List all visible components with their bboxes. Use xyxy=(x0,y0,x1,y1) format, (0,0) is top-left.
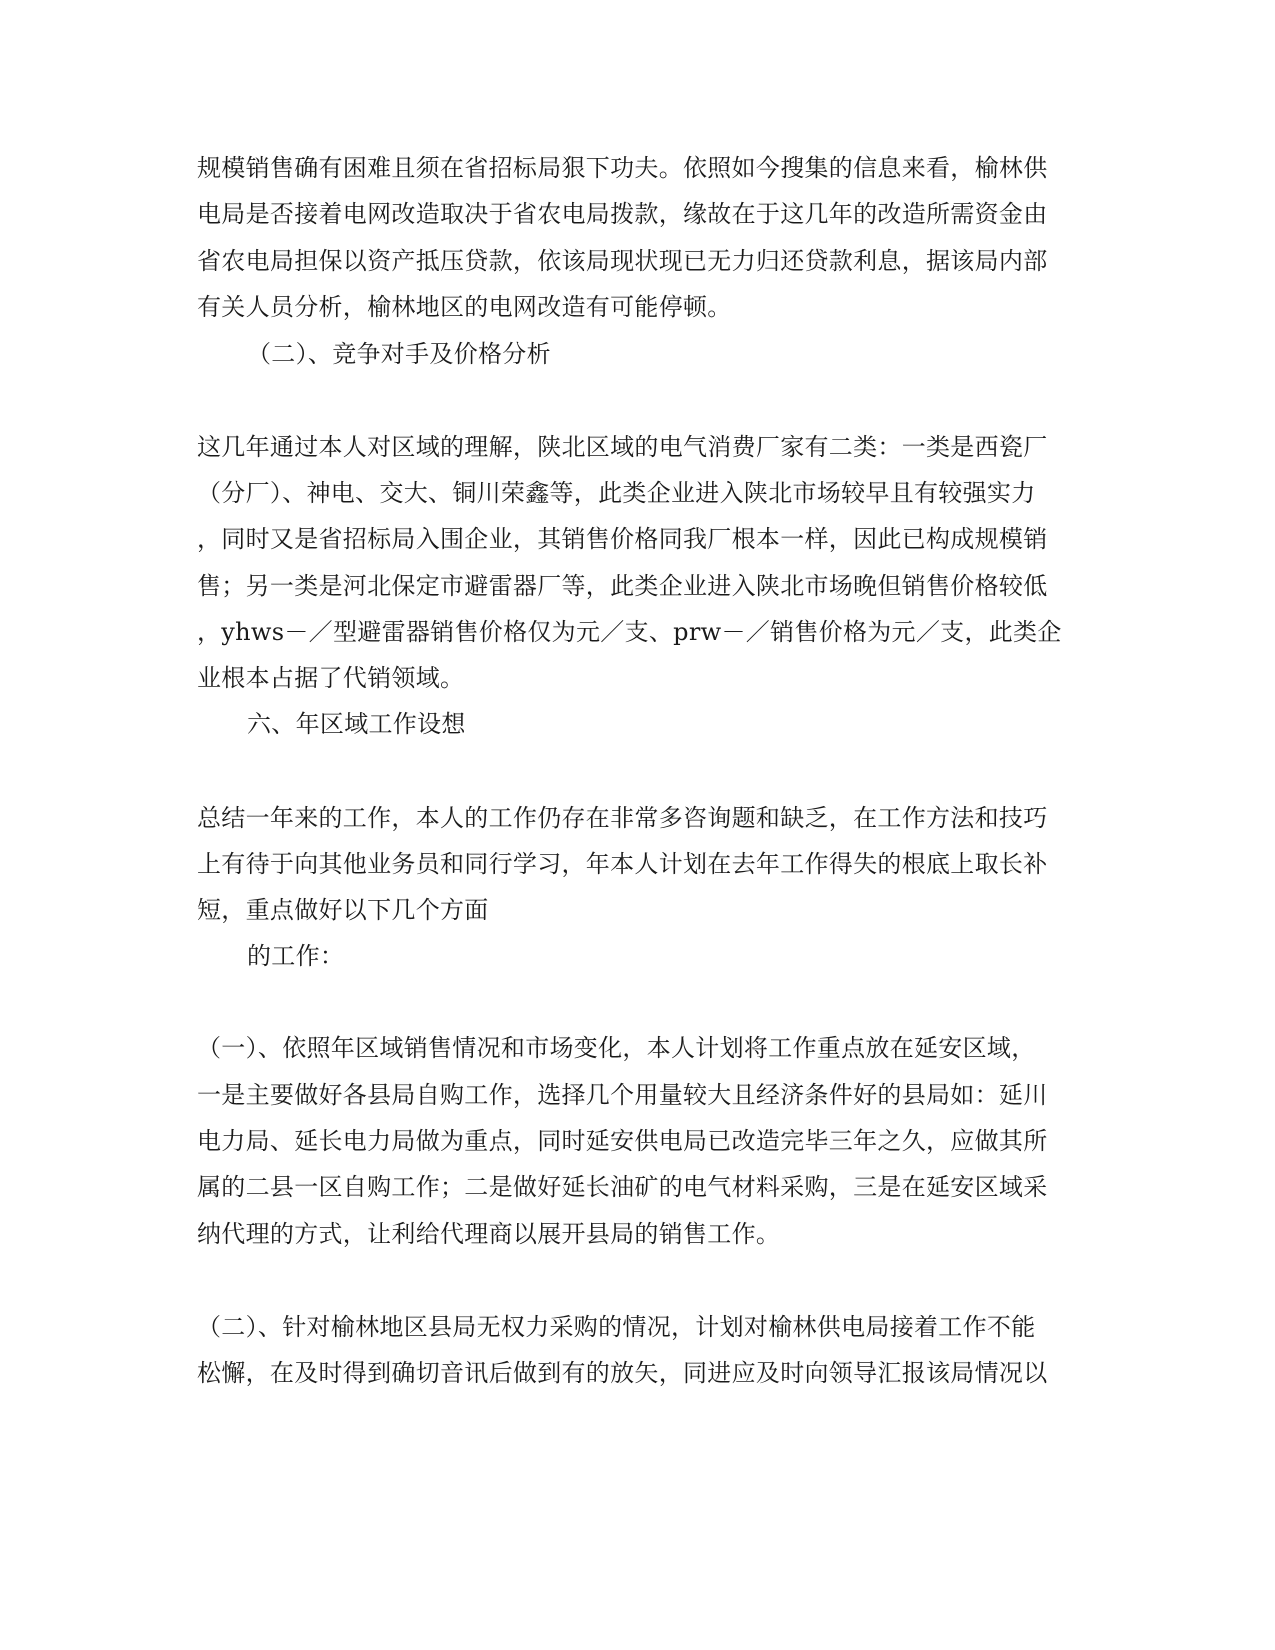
text-line: ，同时又是省招标局入围企业，其销售价格同我厂根本一样，因此已构成规模销 xyxy=(197,525,1048,553)
text-line: 规模销售确有困难且须在省招标局狠下功夫。依照如今搜集的信息来看，榆林供 xyxy=(197,154,1048,182)
text-line: （二）、针对榆林地区县局无权力采购的情况，计划对榆林供电局接着工作不能 xyxy=(197,1313,1036,1341)
text-line: 总结一年来的工作，本人的工作仍存在非常多咨询题和缺乏，在工作方法和技巧 xyxy=(197,804,1048,832)
text-line: 电局是否接着电网改造取决于省农电局拨款，缘故在于这几年的改造所需资金由 xyxy=(197,200,1048,228)
text-line: 纳代理的方式，让利给代理商以展开县局的销售工作。 xyxy=(197,1220,781,1248)
text-line: （一）、依照年区域销售情况和市场变化，本人计划将工作重点放在延安区域， xyxy=(197,1034,1036,1062)
text-line: 这几年通过本人对区域的理解，陕北区域的电气消费厂家有二类：一类是西瓷厂 xyxy=(197,433,1048,461)
text-line: 的工作： xyxy=(247,942,345,970)
text-line: 短，重点做好以下几个方面 xyxy=(197,896,489,924)
section-heading: （二）、竞争对手及价格分析 xyxy=(247,340,551,368)
text-line: 有关人员分析，榆林地区的电网改造有可能停顿。 xyxy=(197,293,732,321)
text-line: 省农电局担保以资产抵压贷款，依该局现状现已无力归还贷款利息，据该局内部 xyxy=(197,247,1048,275)
text-line: 上有待于向其他业务员和同行学习，年本人计划在去年工作得失的根底上取长补 xyxy=(197,850,1048,878)
text-line: ，yhws－／型避雷器销售价格仅为元／支、prw－／销售价格为元／支，此类企 xyxy=(197,618,1062,646)
text-line: 属的二县一区自购工作；二是做好延长油矿的电气材料采购，三是在延安区域采 xyxy=(197,1173,1048,1201)
text-line: 业根本占据了代销领域。 xyxy=(197,664,465,692)
section-heading: 六、年区域工作设想 xyxy=(247,710,466,738)
text-line: 一是主要做好各县局自购工作，选择几个用量较大且经济条件好的县局如：延川 xyxy=(197,1081,1048,1109)
text-line: 电力局、延长电力局做为重点，同时延安供电局已改造完毕三年之久，应做其所 xyxy=(197,1127,1048,1155)
text-line: 松懈，在及时得到确切音讯后做到有的放矢，同进应及时向领导汇报该局情况以 xyxy=(197,1359,1048,1387)
text-line: （分厂）、神电、交大、铜川荣鑫等，此类企业进入陕北市场较早且有较强实力 xyxy=(197,479,1036,507)
text-line: 售；另一类是河北保定市避雷器厂等，此类企业进入陕北市场晚但销售价格较低 xyxy=(197,572,1048,600)
